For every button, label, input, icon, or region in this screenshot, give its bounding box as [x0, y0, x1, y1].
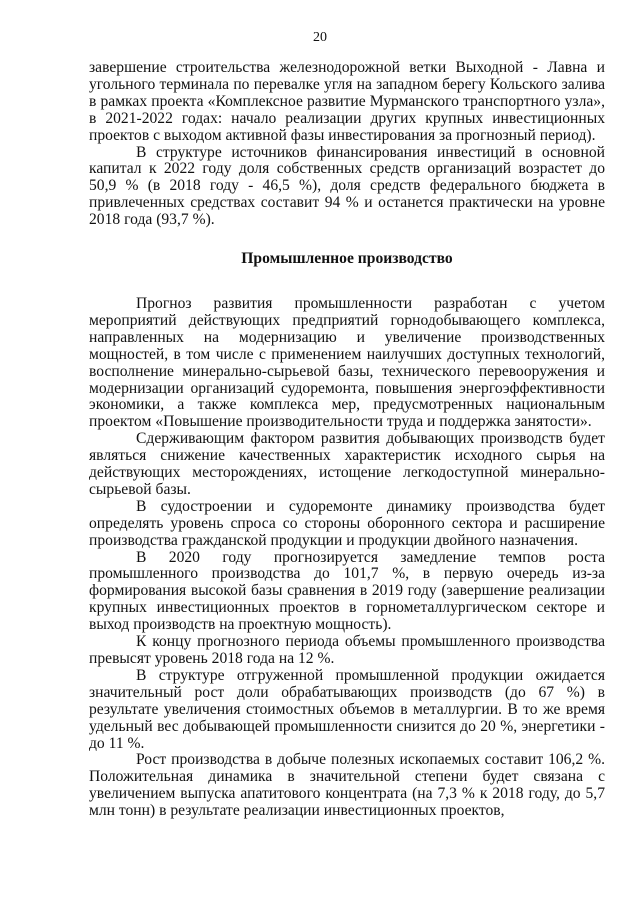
paragraph-2020-slowdown: В 2020 году прогнозируется замедление темпов роста промышленного производства до 101,7 %, в первую очередь из-за формирования высокой базы сравнения в 2019 году (завершение реализации крупных инвестиционных проектов в горнометаллургическом секторе и выход производств на проектную мощность). [89, 548, 605, 634]
paragraph-continuation: завершение строительства железнодорожной ветки Выходной - Лавна и угольного терминала по перевалке угля на западном берегу Кольского залива в рамках проекта «Комплексное развитие Мурманского транспортного узла», в 2021-2022 годах: начало реализации других крупных инвестиционных проектов с выходом активной фазы инвестирования за прогнозный период). [89, 59, 605, 144]
paragraph-financing-sources: В структуре источников финансирования инвестиций в основной капитал к 2022 году доля собственных средств организаций возрастет до 50,9 % (в 2018 году - 46,5 %), доля средств федерального бюджета в привлеченных средствах составит 94 % и останется практически на уровне 2018 года (93,7 %). [89, 143, 605, 229]
paragraph-mining-growth: Рост производства в добыче полезных ископаемых составит 106,2 %. Положительная динамика в значительной степени будет связана с увеличением выпуска апатитового концентрата (на 7,3 % к 2018 году, до 5,7 млн тонн) в результате реализации инвестиционных проектов, [89, 751, 605, 820]
page-number: 20 [313, 30, 327, 45]
document-body [89, 60, 605, 820]
paragraph-period-end-volume: К концу прогнозного периода объемы промышленного производства превысят уровень 2018 года на 12 %. [89, 633, 605, 667]
paragraph-shipbuilding: В судостроении и судоремонте динамику производства будет определять уровень спроса со стороны оборонного сектора и расширение производства гражданской продукции и продукции двойного назначения. [89, 497, 605, 549]
section-heading: Промышленное производство [241, 250, 453, 268]
paragraph-shipped-structure: В структуре отгруженной промышленной продукции ожидается значительный рост доли обрабатывающих производств (до 67 %) в результате увеличения стоимостных объемов в металлургии. В то же время удельный вес добывающей промышленности снизится до 20 %, энергетики - до 11 %. [89, 666, 605, 752]
paragraph-constraining-factor: Сдерживающим фактором развития добывающих производств будет являться снижение качественных характеристик исходного сырья на действующих месторождениях, истощение легкодоступной минерально-сырьевой базы. [89, 430, 605, 498]
paragraph-industry-forecast: Прогноз развития промышленности разработан с учетом мероприятий действующих предприятий горнодобывающего комплекса, направленных на модернизацию и увеличение производственных мощностей, в том числе с применением наилучших доступных технологий, восполнение минерально-сырьевой базы, технического перевооружения и модернизации организаций судоремонта, повышения энергоэффективности экономики, а также комплекса мер, предусмотренных национальным проектом «Повышение производительности труда и поддержка занятости». [89, 294, 605, 431]
